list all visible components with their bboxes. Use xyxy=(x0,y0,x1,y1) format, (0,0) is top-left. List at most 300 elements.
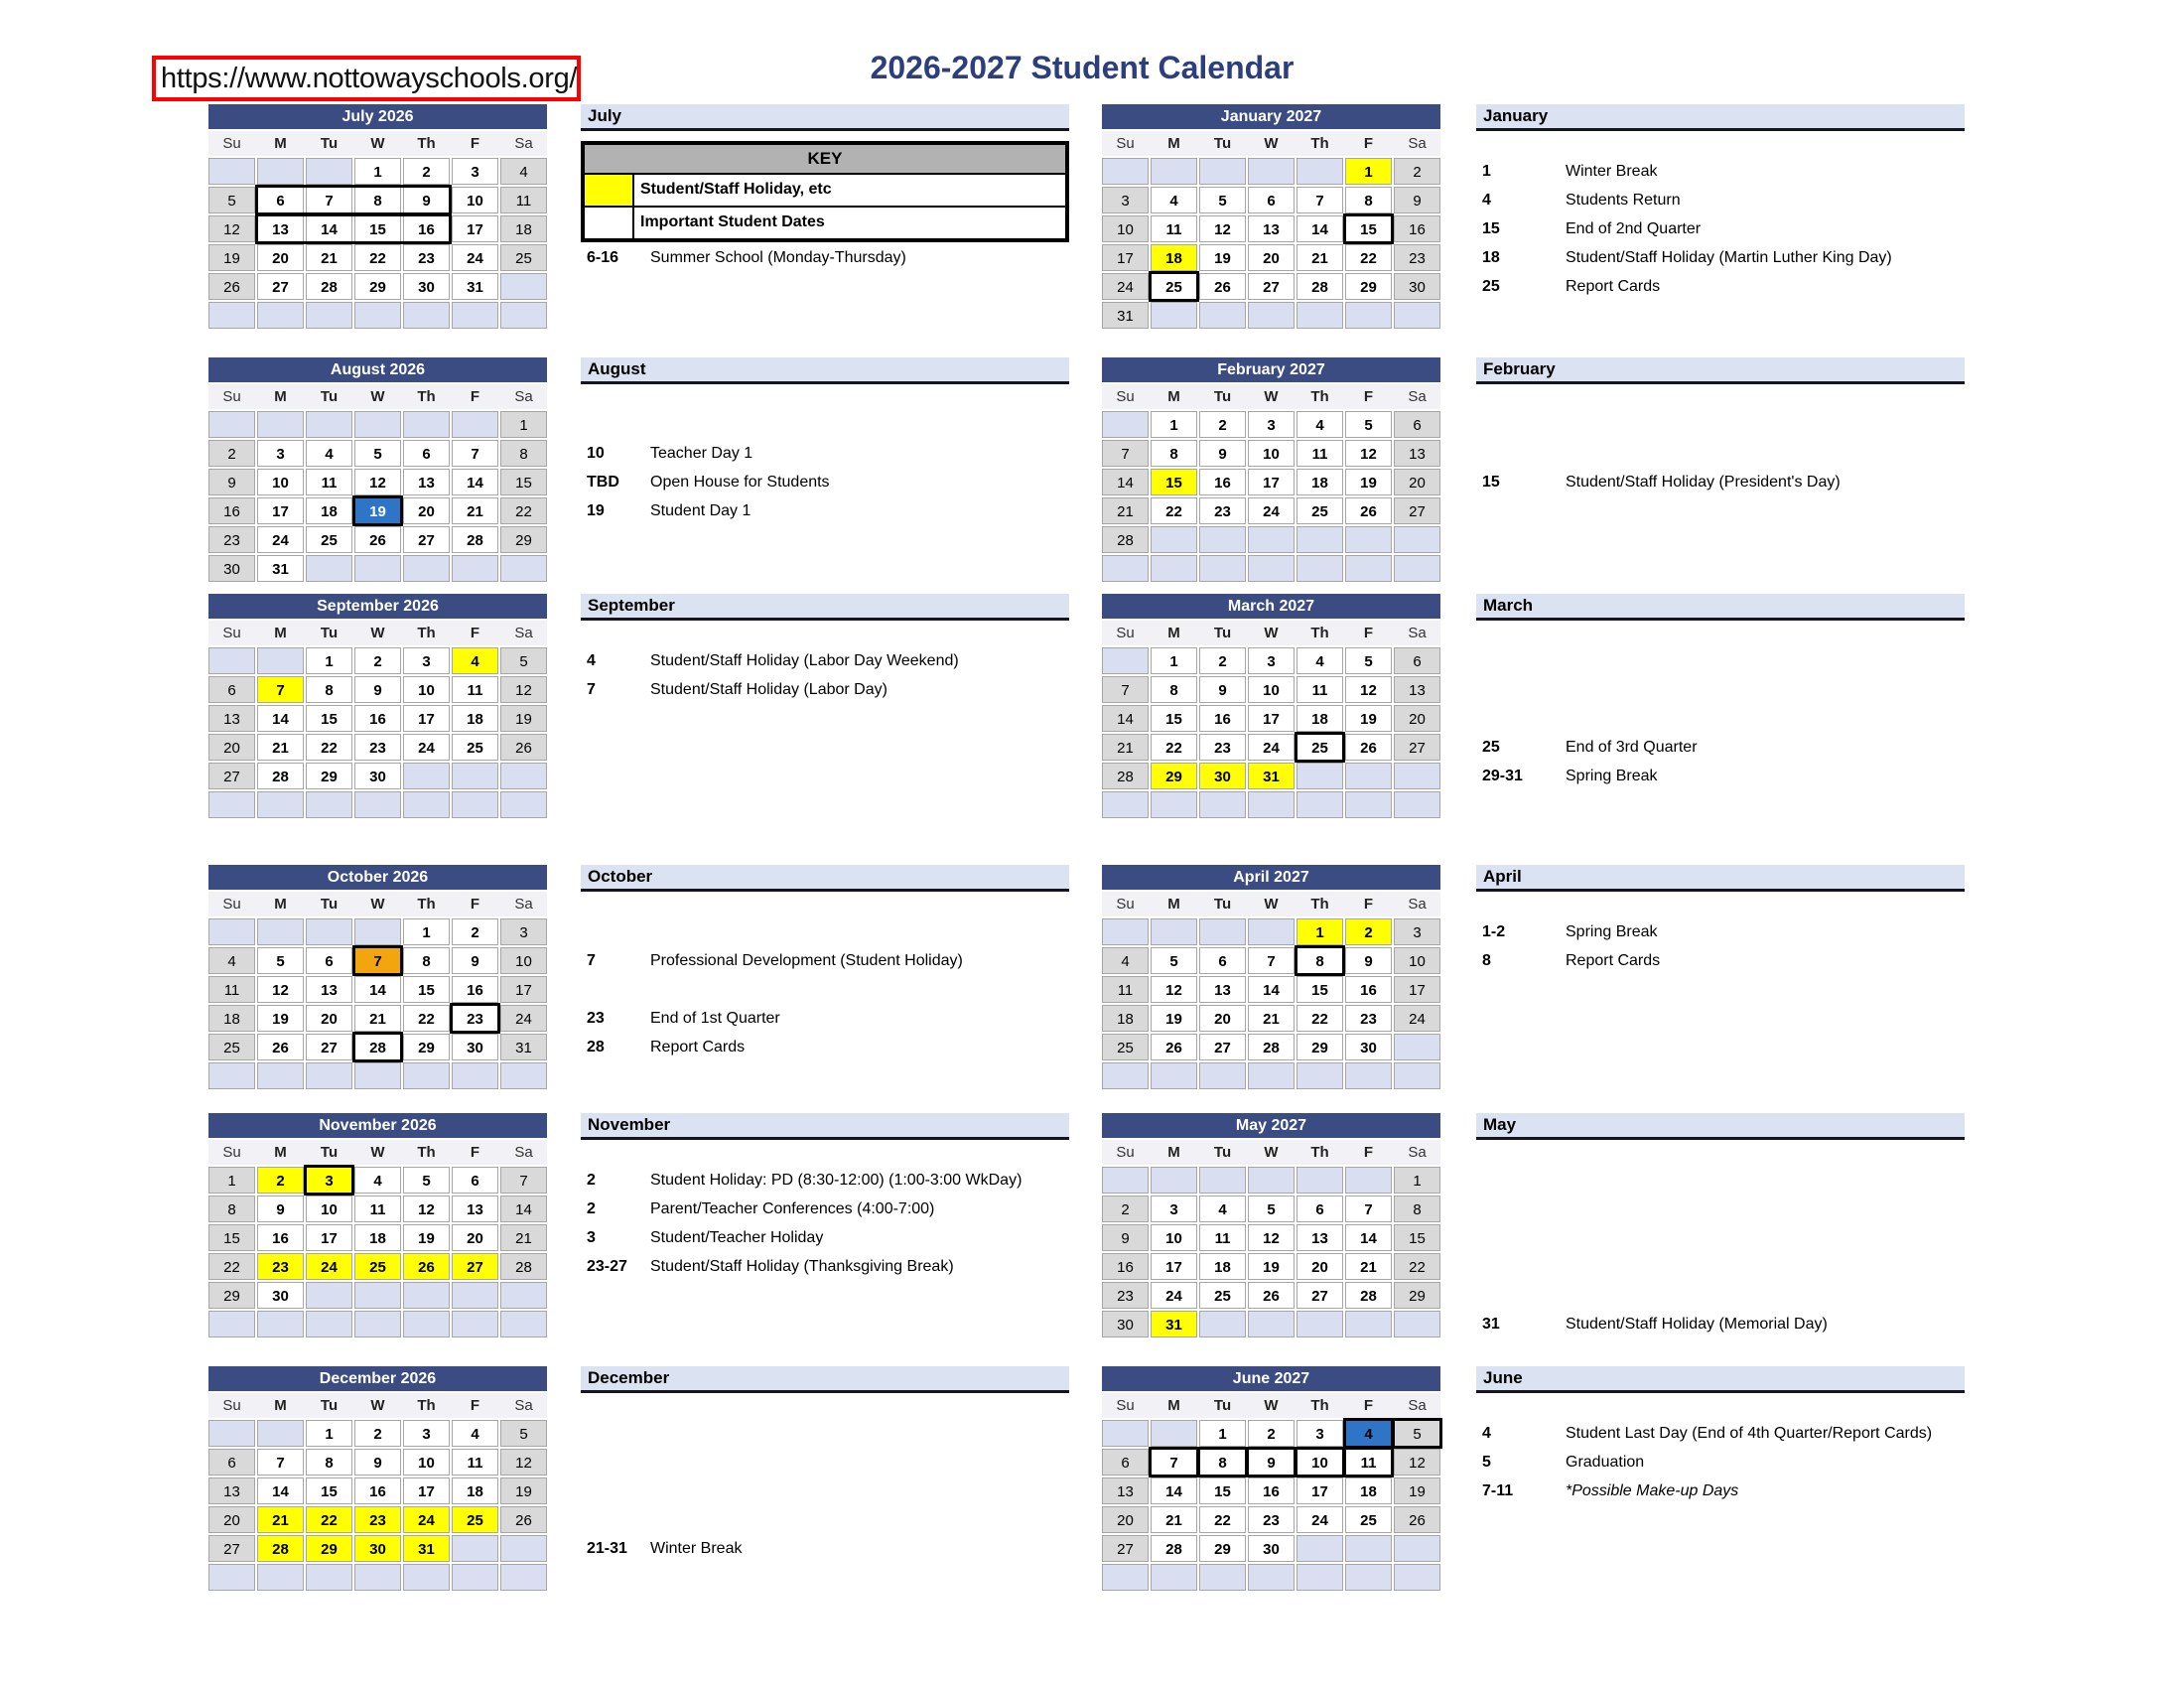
weekday-header: M xyxy=(1167,896,1180,913)
event-label: Open House for Students xyxy=(650,473,830,491)
date-cell: 11 xyxy=(1297,676,1343,703)
weekday-header: F xyxy=(470,388,480,405)
date-cell: 31 xyxy=(1102,302,1149,329)
date-cell: 23 xyxy=(208,526,255,553)
date-cell: 8 xyxy=(306,676,352,703)
date-cell: 28 xyxy=(452,526,498,553)
empty-cell xyxy=(1199,555,1246,582)
weekday-header: Tu xyxy=(1213,135,1232,152)
date-cell: 2 xyxy=(403,158,450,185)
date-cell: 21 xyxy=(1345,1253,1392,1280)
weekday-header: Tu xyxy=(320,388,339,405)
date-cell: 9 xyxy=(1199,676,1246,703)
date-cell: 27 xyxy=(1297,1282,1343,1309)
date-cell: 9 xyxy=(257,1196,304,1222)
date-cell: 12 xyxy=(257,976,304,1003)
date-cell: 4 xyxy=(1199,1196,1246,1222)
date-cell: 23 xyxy=(1345,1005,1392,1032)
empty-cell xyxy=(1199,1167,1246,1194)
event-row xyxy=(1476,734,1965,761)
empty-cell xyxy=(257,411,304,438)
date-cell: 19 xyxy=(1199,244,1246,271)
event-row xyxy=(581,1535,1069,1562)
date-cell: 17 xyxy=(1394,976,1440,1003)
month-title: July 2026 xyxy=(208,104,547,129)
month-section-label: June xyxy=(1476,1366,1965,1393)
date-cell: 16 xyxy=(1248,1477,1295,1504)
date-cell: 28 xyxy=(306,273,352,300)
website-url-box xyxy=(152,56,581,101)
date-cell: 2 xyxy=(354,1420,401,1447)
date-cell: 7 xyxy=(1345,1196,1392,1222)
calendar-september-2026 xyxy=(208,594,547,818)
weekday-header: F xyxy=(470,135,480,152)
events-november-2026 xyxy=(581,1113,1069,1337)
date-cell: 8 xyxy=(1199,1449,1246,1476)
empty-cell xyxy=(1345,526,1392,553)
date-cell: 2 xyxy=(1199,411,1246,438)
event-row xyxy=(1476,918,1965,945)
event-label: Winter Break xyxy=(1566,162,1658,180)
event-label: Report Cards xyxy=(1566,951,1661,969)
events-april-2027 xyxy=(1476,865,1965,1089)
month-section-label: September xyxy=(581,594,1069,621)
month-title: March 2027 xyxy=(1102,594,1440,619)
month-section-label: March xyxy=(1476,594,1965,621)
date-cell: 28 xyxy=(1102,763,1149,789)
empty-cell xyxy=(1297,763,1343,789)
weekday-header: M xyxy=(274,1144,287,1161)
date-cell: 5 xyxy=(1345,411,1392,438)
date-cell: 8 xyxy=(500,440,547,467)
date-cell: 8 xyxy=(1345,187,1392,213)
date-cell: 18 xyxy=(452,705,498,732)
date-cell: 17 xyxy=(1151,1253,1197,1280)
date-cell: 24 xyxy=(500,1005,547,1032)
event-date: 3 xyxy=(587,1228,596,1246)
event-date: TBD xyxy=(587,473,619,491)
empty-cell xyxy=(1248,526,1295,553)
month-title: August 2026 xyxy=(208,357,547,382)
weekday-header: Sa xyxy=(1408,896,1427,913)
date-cell: 21 xyxy=(1102,497,1149,524)
empty-cell xyxy=(208,1564,255,1591)
event-label: Winter Break xyxy=(650,1539,743,1557)
date-cell: 15 xyxy=(1345,215,1392,242)
date-cell: 23 xyxy=(354,734,401,761)
empty-cell xyxy=(1248,1564,1295,1591)
legend-item-important-dates xyxy=(585,206,1065,238)
empty-cell xyxy=(403,1282,450,1309)
weekday-header-row xyxy=(1102,1393,1440,1418)
month-section-label: May xyxy=(1476,1113,1965,1140)
month-grid xyxy=(208,158,547,329)
empty-cell xyxy=(1345,1062,1392,1089)
weekday-header: M xyxy=(1167,135,1180,152)
date-cell: 10 xyxy=(1248,440,1295,467)
month-title: May 2027 xyxy=(1102,1113,1440,1138)
empty-cell xyxy=(208,791,255,818)
event-date: 15 xyxy=(1482,219,1500,237)
date-cell: 18 xyxy=(1199,1253,1246,1280)
calendar-april-2027 xyxy=(1102,865,1440,1089)
empty-cell xyxy=(500,1062,547,1089)
empty-cell xyxy=(1394,302,1440,329)
calendar-may-2027 xyxy=(1102,1113,1440,1337)
legend-item-label: Important Student Dates xyxy=(640,213,825,230)
date-cell: 10 xyxy=(1297,1449,1343,1476)
empty-cell xyxy=(208,918,255,945)
date-cell: 23 xyxy=(1102,1282,1149,1309)
month-title: December 2026 xyxy=(208,1366,547,1391)
date-cell: 26 xyxy=(403,1253,450,1280)
empty-cell xyxy=(1297,158,1343,185)
legend-key xyxy=(581,141,1069,242)
event-label: Spring Break xyxy=(1566,922,1658,940)
date-cell: 18 xyxy=(208,1005,255,1032)
weekday-header: Su xyxy=(222,1144,241,1161)
empty-cell xyxy=(306,1062,352,1089)
empty-cell xyxy=(1345,1167,1392,1194)
event-label: Professional Development (Student Holiday) xyxy=(650,951,963,969)
weekday-header: Tu xyxy=(1213,625,1232,641)
date-cell: 5 xyxy=(1345,647,1392,674)
empty-cell xyxy=(1248,1062,1295,1089)
month-section-label: April xyxy=(1476,865,1965,892)
date-cell: 24 xyxy=(403,1506,450,1533)
date-cell: 18 xyxy=(354,1224,401,1251)
event-date: 18 xyxy=(1482,248,1500,266)
weekday-header-row xyxy=(208,1393,547,1418)
date-cell: 3 xyxy=(1102,187,1149,213)
event-date: 1-2 xyxy=(1482,922,1506,940)
date-cell: 20 xyxy=(1199,1005,1246,1032)
event-date: 10 xyxy=(587,444,605,462)
date-cell: 25 xyxy=(1102,1034,1149,1060)
date-cell: 27 xyxy=(1394,497,1440,524)
empty-cell xyxy=(403,302,450,329)
event-date: 4 xyxy=(1482,191,1491,209)
event-label: Student/Staff Holiday (President's Day) xyxy=(1566,473,1841,491)
date-cell: 9 xyxy=(354,1449,401,1476)
date-cell: 20 xyxy=(1394,705,1440,732)
weekday-header: Su xyxy=(1116,625,1135,641)
calendar-january-2027 xyxy=(1102,104,1440,329)
date-cell: 4 xyxy=(1151,187,1197,213)
empty-cell xyxy=(257,302,304,329)
date-cell: 20 xyxy=(208,1506,255,1533)
empty-cell xyxy=(452,555,498,582)
date-cell: 15 xyxy=(208,1224,255,1251)
empty-cell xyxy=(1102,1167,1149,1194)
event-date: 15 xyxy=(1482,473,1500,491)
empty-cell xyxy=(354,918,401,945)
empty-cell xyxy=(1394,1034,1440,1060)
important-dates-swatch xyxy=(585,208,634,238)
weekday-header: W xyxy=(370,388,385,405)
date-cell: 24 xyxy=(1394,1005,1440,1032)
event-row xyxy=(581,1253,1069,1280)
date-cell: 2 xyxy=(354,647,401,674)
month-title: January 2027 xyxy=(1102,104,1440,129)
events-may-2027 xyxy=(1476,1113,1965,1337)
date-cell: 30 xyxy=(1394,273,1440,300)
event-label: Summer School (Monday-Thursday) xyxy=(650,248,906,266)
date-cell: 16 xyxy=(452,976,498,1003)
date-cell: 6 xyxy=(1297,1196,1343,1222)
weekday-header: Su xyxy=(222,135,241,152)
empty-cell xyxy=(500,1535,547,1562)
date-cell: 27 xyxy=(1102,1535,1149,1562)
date-cell: 12 xyxy=(403,1196,450,1222)
date-cell: 22 xyxy=(1297,1005,1343,1032)
date-cell: 4 xyxy=(208,947,255,974)
event-date: 1 xyxy=(1482,162,1491,180)
calendar-july-2026 xyxy=(208,104,547,329)
date-cell: 26 xyxy=(208,273,255,300)
weekday-header: Tu xyxy=(320,896,339,913)
event-row xyxy=(1476,763,1965,789)
date-cell: 13 xyxy=(1297,1224,1343,1251)
date-cell: 4 xyxy=(306,440,352,467)
date-cell: 20 xyxy=(1248,244,1295,271)
event-row xyxy=(581,497,1069,524)
event-label: Student Holiday: PD (8:30-12:00) (1:00-3:00 WkDay) xyxy=(650,1171,1023,1189)
empty-cell xyxy=(257,158,304,185)
empty-cell xyxy=(208,158,255,185)
weekday-header: W xyxy=(370,896,385,913)
empty-cell xyxy=(1151,555,1197,582)
date-cell: 23 xyxy=(1199,734,1246,761)
weekday-header: W xyxy=(370,135,385,152)
date-cell: 3 xyxy=(1248,647,1295,674)
empty-cell xyxy=(354,1282,401,1309)
weekday-header-row xyxy=(208,1140,547,1165)
event-label: Student/Staff Holiday (Martin Luther King Day) xyxy=(1566,248,1892,266)
date-cell: 21 xyxy=(1151,1506,1197,1533)
date-cell: 5 xyxy=(1151,947,1197,974)
website-url-link[interactable]: https://www.nottowayschools.org/ xyxy=(161,62,578,94)
empty-cell xyxy=(452,1282,498,1309)
month-title: October 2026 xyxy=(208,865,547,890)
empty-cell xyxy=(354,302,401,329)
empty-cell xyxy=(1248,302,1295,329)
date-cell: 25 xyxy=(452,734,498,761)
date-cell: 11 xyxy=(1345,1449,1392,1476)
date-cell: 11 xyxy=(1151,215,1197,242)
empty-cell xyxy=(452,1311,498,1337)
date-cell: 3 xyxy=(257,440,304,467)
weekday-header: M xyxy=(1167,625,1180,641)
event-date: 23-27 xyxy=(587,1257,627,1275)
date-cell: 17 xyxy=(1297,1477,1343,1504)
date-cell: 23 xyxy=(354,1506,401,1533)
empty-cell xyxy=(1394,555,1440,582)
date-cell: 23 xyxy=(257,1253,304,1280)
date-cell: 30 xyxy=(257,1282,304,1309)
empty-cell xyxy=(1199,158,1246,185)
event-label: Student/Teacher Holiday xyxy=(650,1228,824,1246)
empty-cell xyxy=(1394,526,1440,553)
date-cell: 12 xyxy=(1394,1449,1440,1476)
month-grid xyxy=(1102,1167,1440,1337)
date-cell: 21 xyxy=(500,1224,547,1251)
empty-cell xyxy=(452,1535,498,1562)
date-cell: 24 xyxy=(257,526,304,553)
weekday-header: Sa xyxy=(1408,625,1427,641)
date-cell: 18 xyxy=(306,497,352,524)
date-cell: 12 xyxy=(208,215,255,242)
weekday-header: Tu xyxy=(1213,896,1232,913)
date-cell: 1 xyxy=(306,1420,352,1447)
date-cell: 12 xyxy=(1199,215,1246,242)
month-title: September 2026 xyxy=(208,594,547,619)
month-title: April 2027 xyxy=(1102,865,1440,890)
empty-cell xyxy=(1248,791,1295,818)
date-cell: 13 xyxy=(403,469,450,495)
date-cell: 6 xyxy=(452,1167,498,1194)
empty-cell xyxy=(403,555,450,582)
weekday-header-row xyxy=(1102,131,1440,156)
date-cell: 16 xyxy=(354,1477,401,1504)
weekday-header: Tu xyxy=(1213,388,1232,405)
date-cell: 10 xyxy=(306,1196,352,1222)
date-cell: 3 xyxy=(1394,918,1440,945)
date-cell: 19 xyxy=(1151,1005,1197,1032)
date-cell: 1 xyxy=(208,1167,255,1194)
empty-cell xyxy=(1345,1535,1392,1562)
date-cell: 12 xyxy=(354,469,401,495)
weekday-header: F xyxy=(470,625,480,641)
date-cell: 1 xyxy=(500,411,547,438)
weekday-header-row xyxy=(1102,384,1440,409)
date-cell: 19 xyxy=(208,244,255,271)
empty-cell xyxy=(1102,411,1149,438)
date-cell: 13 xyxy=(1394,676,1440,703)
date-cell: 23 xyxy=(452,1005,498,1032)
events-february-2027 xyxy=(1476,357,1965,582)
date-cell: 16 xyxy=(1394,215,1440,242)
date-cell: 22 xyxy=(1151,734,1197,761)
date-cell: 16 xyxy=(1102,1253,1149,1280)
date-cell: 5 xyxy=(1248,1196,1295,1222)
weekday-header: W xyxy=(1264,625,1279,641)
empty-cell xyxy=(1151,1420,1197,1447)
date-cell: 14 xyxy=(1345,1224,1392,1251)
events-october-2026 xyxy=(581,865,1069,1089)
date-cell: 25 xyxy=(452,1506,498,1533)
empty-cell xyxy=(1151,1167,1197,1194)
date-cell: 25 xyxy=(208,1034,255,1060)
empty-cell xyxy=(208,1062,255,1089)
date-cell: 13 xyxy=(1394,440,1440,467)
date-cell: 23 xyxy=(1199,497,1246,524)
empty-cell xyxy=(1102,158,1149,185)
events-june-2027 xyxy=(1476,1366,1965,1591)
weekday-header: Sa xyxy=(514,1397,533,1414)
weekday-header: Th xyxy=(417,388,436,405)
date-cell: 1 xyxy=(306,647,352,674)
date-cell: 28 xyxy=(257,763,304,789)
date-cell: 26 xyxy=(500,1506,547,1533)
empty-cell xyxy=(208,1420,255,1447)
date-cell: 17 xyxy=(257,497,304,524)
date-cell: 11 xyxy=(452,1449,498,1476)
empty-cell xyxy=(1102,918,1149,945)
date-cell: 22 xyxy=(1199,1506,1246,1533)
date-cell: 26 xyxy=(257,1034,304,1060)
date-cell: 11 xyxy=(354,1196,401,1222)
month-grid xyxy=(1102,647,1440,818)
date-cell: 19 xyxy=(500,1477,547,1504)
date-cell: 29 xyxy=(306,1535,352,1562)
month-grid xyxy=(1102,411,1440,582)
date-cell: 6 xyxy=(1199,947,1246,974)
legend-item-holiday xyxy=(585,175,1065,206)
event-label: Teacher Day 1 xyxy=(650,444,753,462)
events-august-2026 xyxy=(581,357,1069,582)
date-cell: 3 xyxy=(1297,1420,1343,1447)
date-cell: 28 xyxy=(500,1253,547,1280)
date-cell: 27 xyxy=(208,1535,255,1562)
empty-cell xyxy=(208,647,255,674)
date-cell: 4 xyxy=(452,1420,498,1447)
month-title: February 2027 xyxy=(1102,357,1440,382)
weekday-header: W xyxy=(370,1397,385,1414)
weekday-header: W xyxy=(1264,1144,1279,1161)
weekday-header: M xyxy=(274,135,287,152)
date-cell: 6 xyxy=(1248,187,1295,213)
empty-cell xyxy=(500,1311,547,1337)
event-row xyxy=(1476,273,1965,300)
date-cell: 17 xyxy=(403,705,450,732)
event-row xyxy=(1476,187,1965,213)
empty-cell xyxy=(208,411,255,438)
date-cell: 4 xyxy=(1297,411,1343,438)
date-cell: 22 xyxy=(354,244,401,271)
empty-cell xyxy=(452,302,498,329)
date-cell: 4 xyxy=(354,1167,401,1194)
date-cell: 21 xyxy=(1102,734,1149,761)
date-cell: 2 xyxy=(208,440,255,467)
empty-cell xyxy=(1297,555,1343,582)
month-grid xyxy=(208,647,547,818)
date-cell: 7 xyxy=(452,440,498,467)
date-cell: 16 xyxy=(208,497,255,524)
date-cell: 22 xyxy=(1345,244,1392,271)
date-cell: 27 xyxy=(452,1253,498,1280)
weekday-header: Sa xyxy=(514,388,533,405)
weekday-header: W xyxy=(370,625,385,641)
date-cell: 13 xyxy=(1102,1477,1149,1504)
date-cell: 25 xyxy=(1151,273,1197,300)
empty-cell xyxy=(1102,1420,1149,1447)
date-cell: 26 xyxy=(1394,1506,1440,1533)
weekday-header: F xyxy=(1363,388,1374,405)
date-cell: 6 xyxy=(306,947,352,974)
date-cell: 1 xyxy=(1297,918,1343,945)
month-grid xyxy=(1102,158,1440,329)
month-grid xyxy=(208,1167,547,1337)
date-cell: 14 xyxy=(354,976,401,1003)
date-cell: 29 xyxy=(208,1282,255,1309)
date-cell: 7 xyxy=(1297,187,1343,213)
date-cell: 27 xyxy=(1248,273,1295,300)
date-cell: 18 xyxy=(452,1477,498,1504)
empty-cell xyxy=(403,791,450,818)
date-cell: 18 xyxy=(1151,244,1197,271)
event-label: Student/Staff Holiday (Thanksgiving Break) xyxy=(650,1257,954,1275)
